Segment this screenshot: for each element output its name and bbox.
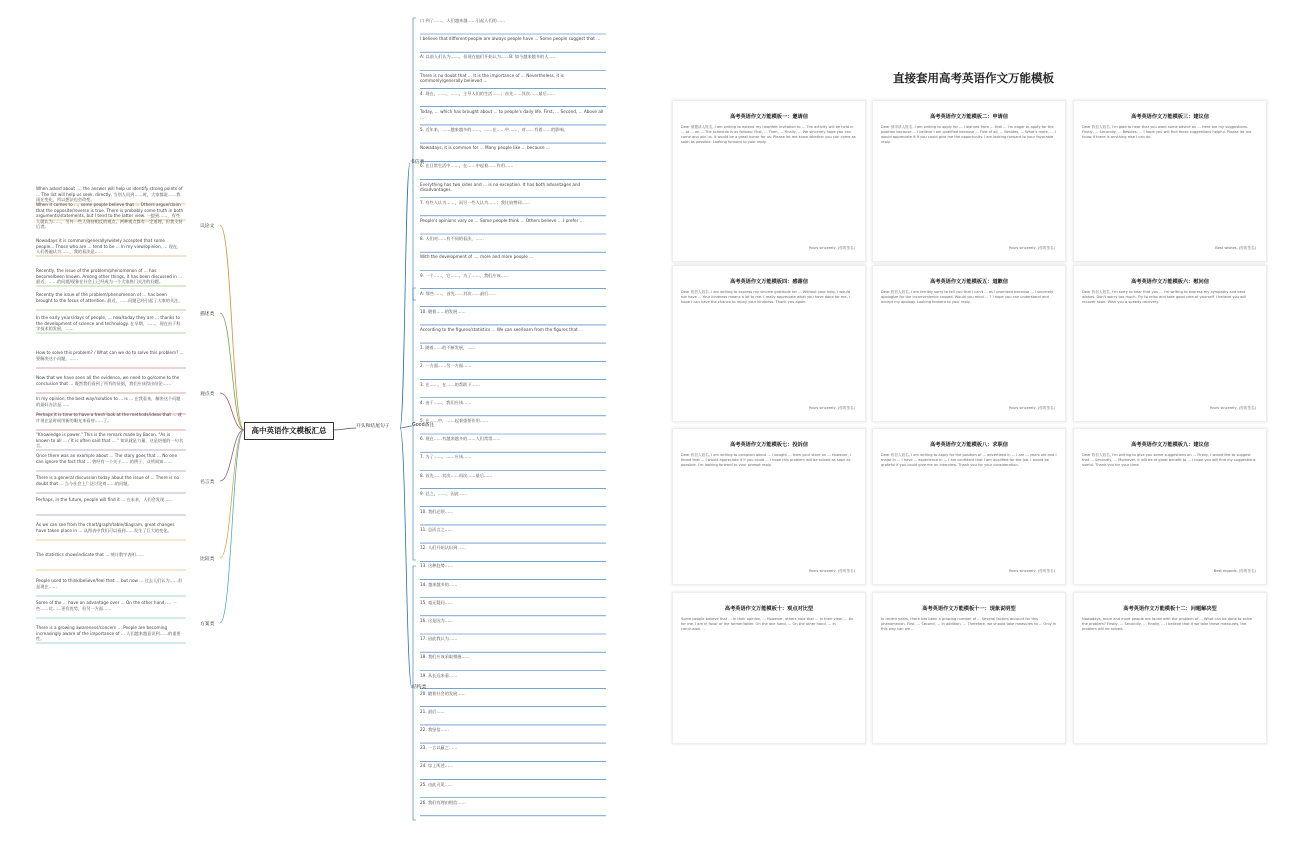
- left-note: There is a growing awareness/concern ... People are becoming increasingly aware of the importance of ... 人们越来越意识到……的重要性。: [36, 625, 181, 642]
- middle-note: 16. 这是因为……: [420, 618, 454, 623]
- card-body: Dear 收信人姓名, I am writing to express my sincere gratitude for ... Without your help, I would not have ... Your kindness means a lot to me. I really appreciate what you have done for me. I hope I can have the chance to repay your kindness. Thank you again.: [681, 290, 850, 304]
- middle-note: 5. 在……中，……起着重要作用……: [420, 418, 489, 423]
- middle-note: 25. 由此可见……: [420, 781, 454, 787]
- card-title: 高考英语作文万能模板一：邀请信: [730, 114, 808, 120]
- left-note: Recently, the issue of the problem/phenomenon of ... has become/been known. Among other things, it has been discussed in ... 最近，……的问题/现象在社会上已经成为一个大家热门关注的问题。: [36, 268, 183, 285]
- template-card[interactable]: [872, 428, 1066, 585]
- card-title: 高考英语作文万能模板六：慰问信: [1131, 279, 1209, 285]
- middle-note: A: 以前人们认为……，但现在他们开始认为……B: 如今越来越多的人……: [420, 54, 557, 60]
- middle-note: 2. 一方面……另一方面……: [420, 363, 472, 369]
- left-note: Some of the ... have an advantage over ... On the other hand, ... 一些……比……更有优势，但另一方面……: [36, 600, 177, 611]
- branch-letters[interactable]: 书信类: [410, 160, 425, 165]
- left-note: Perhaps, in the future, people will find it ... 在未来，人们会发现……: [36, 497, 173, 502]
- connector-sub-4: [220, 430, 244, 558]
- middle-note: 17. 因此我认为……: [420, 636, 458, 642]
- template-card[interactable]: [1073, 100, 1267, 262]
- branch-quote[interactable]: 名言类: [200, 480, 215, 485]
- template-card[interactable]: [872, 592, 1066, 744]
- middle-note: 1. 随着……的不断发展，……: [420, 345, 476, 351]
- template-card[interactable]: [872, 100, 1066, 262]
- right-title: 直接套用高考英语作文万能模板: [893, 71, 1054, 85]
- middle-note: 11. 总而言之……: [420, 527, 454, 533]
- template-card[interactable]: [1073, 265, 1267, 422]
- middle-note: With the development of ..., more and more people ...: [420, 254, 534, 260]
- card-title: 高考英语作文万能模板五：道歉信: [930, 279, 1008, 285]
- branch-descriptive[interactable]: 描述类: [200, 312, 215, 317]
- left-note: Now that we have seen all the evidence, we need to go/come to the conclusion that ... 既然我们看到了所有的证据，我们应该得出结论……: [36, 375, 180, 386]
- branch-solution[interactable]: 方案类: [200, 622, 215, 627]
- bracket-mid-2: [413, 566, 416, 820]
- middle-note: According to the figures/statistics ... We can see/learn from the figures that ...: [420, 327, 583, 333]
- card-signature: Yours sincerely, (你的签名): [808, 406, 855, 411]
- middle-note: 9. 总之，……，因此……: [420, 490, 468, 496]
- card-title: 高考英语作文万能模板二：申请信: [930, 114, 1008, 120]
- middle-note: 14. 越来越多的……: [420, 581, 458, 587]
- branch-argumentative[interactable]: 议论文: [200, 224, 215, 229]
- middle-note: 口 到了……，人们越来越……引起人们的……: [420, 18, 506, 23]
- middle-note: 19. 从长远来看……: [420, 672, 458, 678]
- card-signature: Yours sincerely, (你的签名): [1008, 406, 1055, 411]
- branch-good-notes[interactable]: Good备注: [412, 423, 435, 428]
- middle-note: 24. 综上所述……: [420, 763, 454, 769]
- template-card[interactable]: [872, 265, 1066, 422]
- card-signature: Yours sincerely, (你的签名): [1209, 406, 1256, 411]
- left-note: There is a general discussion today about the issue of ... There is no doubt that ... 当今社会上广泛讨论着……的问题。: [36, 475, 180, 486]
- card-title: 高考英语作文万能模板十二：问题解决型: [1123, 606, 1217, 612]
- template-card[interactable]: [672, 265, 866, 422]
- left-note: Recently the issue of the problem/phenomenon of ... has been brought to the focus of attention. 最近，……问题已经引起了大家的关注。: [36, 292, 183, 303]
- connector-structure: [400, 428, 412, 688]
- branch-compare[interactable]: 比较类: [200, 557, 215, 562]
- card-signature: Yours sincerely, (你的签名): [1008, 246, 1055, 251]
- left-note: When asked about ..., the answer will help us identify strong points of ... The list will help us seek, directly, 当别人问到……时，大家都说……我国在变化，所以想法也会改变。: [36, 186, 183, 203]
- middle-note: 15. 毫无疑问……: [420, 599, 454, 605]
- card-body: Dear 收信人姓名, I am writing to complain about ... I bought ... from your store on ... However, I found that ... I would appreciate it if you could ... I hope this problem will be solved as soon as possible. I'm looking forward to your prompt reply.: [681, 453, 852, 467]
- left-note: In my opinion, the best way/solution to ... is ... 在我看来，解决这个问题的最好办法是……: [36, 396, 181, 407]
- middle-note: 12. 人们开始认识到……: [420, 545, 466, 551]
- middle-note: 26. 我们有理由相信……: [420, 799, 466, 805]
- branch-structure[interactable]: 结构类: [412, 685, 427, 690]
- middle-note: 7. 有些人认为……，而另一些人认为……；我比较赞同……: [420, 199, 531, 205]
- card-title: 高考英语作文万能模板十：观点对比型: [724, 606, 814, 612]
- middle-note: 18. 我们应该采取措施……: [420, 654, 470, 660]
- middle-note: 4. 现在，……，……，主导人们的生活……；首先……其次……最后……: [420, 90, 556, 96]
- middle-note: 8. 人们对……有不同的看法，……: [420, 236, 484, 242]
- card-body: Some people believe that ... In their opinion, ... However, others hold that ... In their view, ... As for me, I am in favor of the former/latter. On the one hand, ... On the other hand, ... In conclusion, ...: [681, 617, 854, 631]
- card-body: Dear 收信人姓名, I'm sorry to hear that you ... I'm writing to express my sympathy and best wishes. Don't worry too much. Try to relax and take good care of yourself. I believe you will recover soon. Wish you a speedy recovery.: [1082, 290, 1247, 304]
- card-body: Dear 被申请人姓名, I am writing to apply for ... I learned from ... that ... I'm eager to apply for the position because ... I believe I am qualified because ... First of all, ... Besides, ... What's more, ... I would appreciate it if you could give me the opportunity. I am looking forward to your favorable reply.: [881, 125, 1056, 144]
- connector-sub-0: [220, 225, 244, 430]
- connector-good: [400, 426, 412, 428]
- card-body: Dear 被邀请人姓名, I am writing to extend my heartfelt invitation to ... The activity will be held in ... at ... on ... The schedule is as follows: First, ... Then, ... Finally, ... We sincerely hope you can come and join us. It would be a great honor for us. Please let me know whether you can come as soon as possible. Looking forward to your reply.: [681, 125, 856, 144]
- template-card[interactable]: [672, 592, 866, 744]
- middle-note: 13. 这种趋势……: [420, 563, 454, 569]
- card-title: 高考英语作文万能模板十一：现象说明型: [922, 606, 1016, 612]
- card-body: Dear 收信人姓名, I'm glad to hear that you want some advice on ... Here are my suggestions. Firstly, ... Secondly, ... Besides, ... I hope you will find these suggestions helpful. Please let me know if there is anything else I can do.: [1082, 125, 1252, 139]
- middle-note: 7. 为了……，……应该……: [420, 454, 472, 460]
- card-title: 高考英语作文万能模板九：建议信: [1131, 442, 1209, 448]
- left-note: In the early years/days of people, ... now/today they are ... thanks to the development of science and technology. 在早期，……，现在由于科学技术的发展，……: [36, 315, 181, 332]
- left-note: How to solve this problem? / What can we do to solve this problem? ... 要解决这个问题，……: [36, 350, 184, 361]
- middle-note: A: 那些……，首先……其次……最后……: [420, 290, 497, 296]
- middle-note: Nowadays, it is common for ... Many people like ... because ...: [420, 145, 550, 151]
- middle-note: 22. 我坚信……: [420, 727, 449, 733]
- connector-letters: [400, 163, 410, 428]
- middle-note: 6. 现在……有越来越多的……人们常常……: [420, 436, 501, 442]
- middle-note: Everything has two sides and ... is no exception. It has both advantages and disadvantages.: [420, 181, 581, 193]
- card-body: In recent years, there has been a growing number of ... Several factors account for this phenomenon. First, ... Second, ... In addition, ... Therefore, we should take measures to ... Only in this way can we ...: [881, 617, 1057, 631]
- card-signature: Yours sincerely, (你的签名): [808, 569, 855, 574]
- connector-sub-5: [220, 430, 244, 623]
- card-signature: Yours sincerely, (你的签名): [1008, 569, 1055, 574]
- card-body: Dear 收信人姓名, I'm writing to give you some suggestions on ... Firstly, I would like to suggest that ... Secondly, ... Moreover, it will be of great benefit to ... I hope you will find my suggestions useful. Thank you for your time.: [1082, 453, 1256, 467]
- left-note: As we can see from the chart/graph/table/diagram, great changes have taken place in ... 从图表中我们可以看到……发生了巨大的变化。: [36, 522, 175, 533]
- middle-note: 6. 在日常生活中……，在……中起着……作用……: [420, 163, 514, 169]
- card-signature: Best regards, (你的签名): [1213, 569, 1256, 574]
- middle-note: Today, ... which has brought about ... to people's daily life. First, ... Second, ... Above all ...: [420, 108, 604, 120]
- middle-note: 9. 一个……，它……，为了……，我们应该……: [420, 272, 510, 278]
- template-card[interactable]: [1073, 592, 1267, 744]
- middle-note: There is no doubt that ... It is the importance of ... Nevertheless, it is commonly/generally believed ...: [420, 72, 564, 84]
- middle-note: People's opinions vary on ... Some people think ... Others believe ... I prefer ...: [420, 218, 584, 223]
- card-title: 高考英语作文万能模板八：求职信: [930, 442, 1008, 448]
- left-note: People used to think/believe/feel that ... but now ... 过去人们认为……但是现在……: [36, 578, 183, 589]
- middle-note: 21. 最后……: [420, 708, 445, 714]
- middle-note: 10. 我们必须……: [420, 508, 454, 514]
- left-note: The statistics show/indicate that ... 统计数字表明……: [36, 552, 145, 557]
- card-title: 高考英语作文万能模板七：投诉信: [730, 442, 808, 448]
- left-note: Once there was an example about ... The story goes that ... No one can ignore the fact that ... 曾经有一个关于……的例子，众所周知……: [36, 453, 178, 464]
- branch-main[interactable]: 开头和结尾句子: [356, 424, 390, 429]
- template-card[interactable]: [672, 100, 866, 262]
- middle-note: 8. 首先……其次……再次……最后……: [420, 472, 493, 478]
- card-body: Dear 收信人姓名, I am writing to apply for the position of ... advertised in ... I am ... years old and I major in ... I have ... experience in ... I am confident that I am qualified for the job. I would be grateful if you could give me an interview. Thank you for your consideration.: [881, 453, 1057, 467]
- card-signature: Best wishes, (你的签名): [1215, 246, 1256, 251]
- left-note: "Knowledge is power." This is the remark made by Bacon. "As is known to all ... / It is often said that ... " 知识就是力量，这是培根的一句名言。: [36, 432, 184, 449]
- connector-sub-2: [220, 393, 244, 430]
- card-body: Nowadays, more and more people are faced with the problem of ... What can be done to solve the problem? Firstly, ... Secondly, ... Finally, ... I believe that if we take these measures, the problem will be solved.: [1082, 617, 1253, 631]
- middle-note: 10. 随着……的发展……: [420, 308, 466, 314]
- root-node[interactable]: 高中英语作文模板汇总: [244, 422, 334, 440]
- template-card[interactable]: [672, 428, 866, 585]
- left-note: When it comes to ..., some people believe that ... Others argue/claim that the opposite/reverse is true. There is probably some truth in both arguments/statements, but I tend to the latter view. 一提到……，有些人就认为……，另外一些人则持相反的观点，两种观点都有一定道理，但我支持后者。: [36, 202, 184, 230]
- left-note: Perhaps it is time to have a fresh look at the methods/ideas that ... 或许现在是时候用新的眼光来看待……了。: [36, 412, 182, 423]
- middle-note: 20. 随着社会的发展……: [420, 690, 466, 696]
- middle-note: 5. 近年来，……越来越多的……，……在……中……，对……有着……的影响。: [420, 127, 568, 133]
- card-title: 高考英语作文万能模板四：感谢信: [730, 279, 808, 285]
- middle-note: 3. 在……，在……的帮助下……: [420, 381, 480, 387]
- template-card[interactable]: [1073, 428, 1267, 585]
- card-body: Dear 收信人姓名, I am terribly sorry to tell you that I can't ... as I promised because ... I sincerely apologize for the inconvenience caused. Would you mind ... ? I hope you can understand and accept my apology. Looking forward to your reply.: [881, 290, 1054, 304]
- card-title: 高考英语作文万能模板三：建议信: [1131, 114, 1209, 120]
- card-signature: Yours sincerely, (你的签名): [808, 246, 855, 251]
- middle-note: I believe that different people are always people have ... Some people suggest that ...: [420, 36, 601, 42]
- middle-note: 23. 一言以蔽之……: [420, 745, 458, 751]
- connector-root-main: [333, 428, 356, 430]
- middle-note: 4. 由于……，我们应该……: [420, 399, 472, 405]
- branch-opinion[interactable]: 观点类: [200, 392, 215, 397]
- left-note: Nowadays it is common/generally/widely accepted that some people... Those who are ... tend to be ... In my view/opinion, ... 现在，人们普遍认为……，我的看法是……: [36, 238, 182, 255]
